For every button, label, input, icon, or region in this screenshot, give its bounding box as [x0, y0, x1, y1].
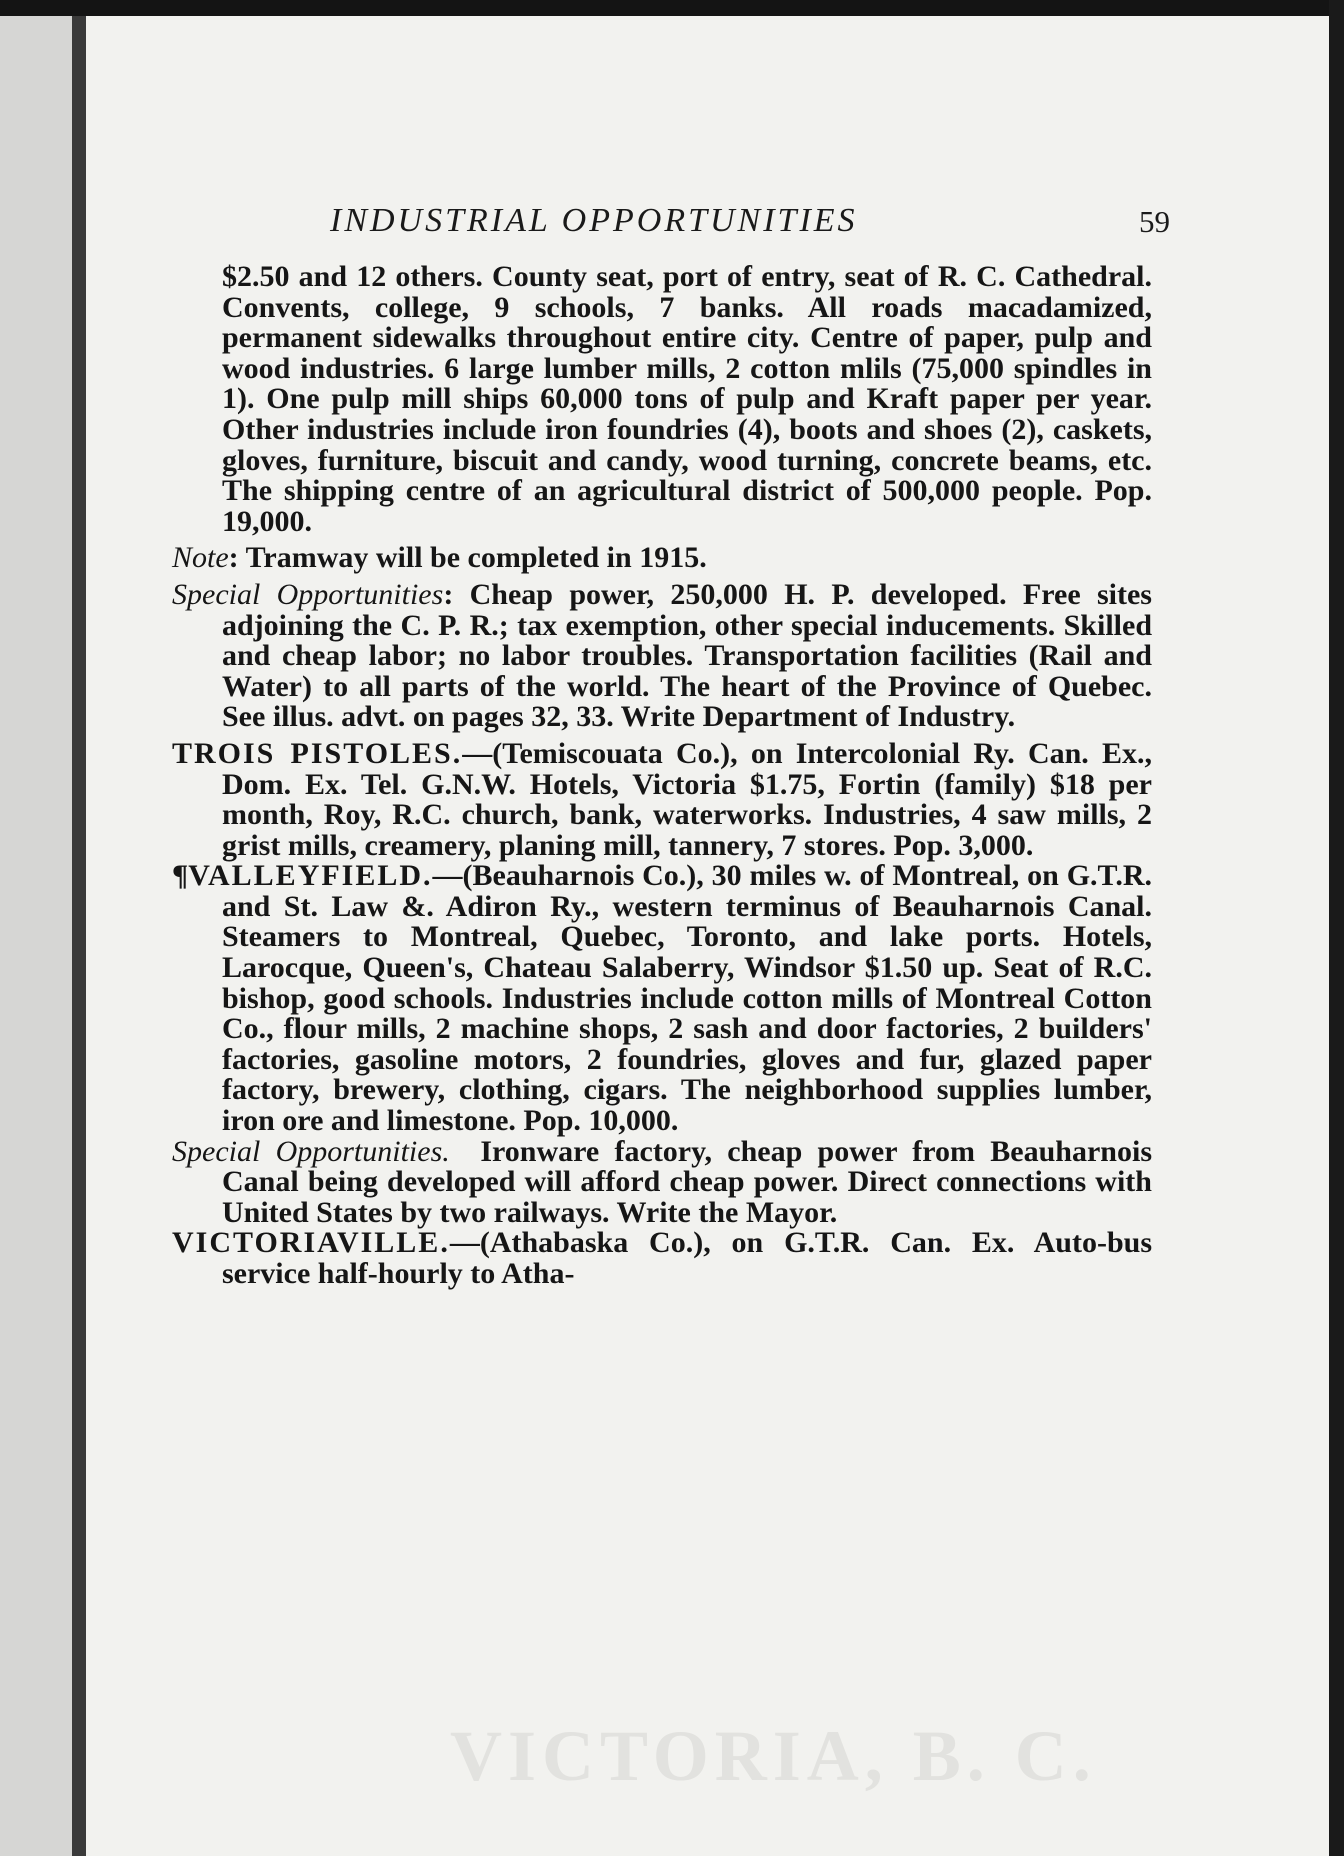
- entry-victoriaville: [172, 1228, 1152, 1289]
- page-number: 59: [1139, 204, 1170, 239]
- entry-trois-pistoles: [172, 736, 1152, 862]
- note-paragraph: [172, 543, 1152, 574]
- entry-text-trois-pistoles: —(Temiscouata Co.), on Intercolonial Ry. Can. Ex., Dom. Ex. Tel. G.N.W. Hotels, Victoria $1.75, Fortin (family) $18 per month, Roy, R.C. church, bank, waterworks. Industries, 4 saw mills, 2 grist mills, creamery, planing mill, tannery, 7 stores. Pop. 3,000.: [222, 736, 1152, 862]
- scan-right-border: [1329, 0, 1344, 1856]
- continued-entry: $2.50 and 12 others. County seat, port of entry, seat of R. C. Cathedral. Convents, college, 9 schools, 7 banks. All roads macadamized, permanent sidewalks throughout entire city. Centre of paper, pulp and wood industries. 6 large lumber mills, 2 cotton mlils (75,000 spindles in 1). One pulp mill ships 60,000 tons of pulp and Kraft paper per year. Other industries include iron foundries (4), boots and shoes (2), caskets, gloves, furniture, biscuit and candy, wood turning, concrete beams, etc. The shipping centre of an agricultural district of 500,000 people. Pop. 19,000.: [222, 260, 1152, 538]
- page-header: [330, 202, 1170, 242]
- note-colon: :: [228, 541, 246, 575]
- special-opportunities-text: Cheap power, 250,000 H. P. developed. Free sites adjoining the C. P. R.; tax exemption, other special inducements. Skilled and cheap labor; no labor troubles. Transportation facilities (Rail and Water) to all parts of the world. The heart of the Province of Quebec. See illus. advt. on pages 32, 33. Write Department of Industry.: [222, 577, 1152, 734]
- special-opportunities-space-2: [450, 1135, 481, 1168]
- facing-page-edge: [0, 16, 76, 1856]
- page-body: [172, 262, 1152, 1290]
- note-label: Note: [172, 541, 229, 575]
- special-opportunities-label-2: Special Opportunities.: [172, 1134, 450, 1168]
- special-opportunities-paragraph: [172, 577, 1152, 734]
- pilcrow-mark: ¶: [172, 859, 189, 893]
- note-text: Tramway will be completed in 1915.: [245, 541, 707, 575]
- book-gutter: [72, 16, 86, 1856]
- special-opportunities-label: Special Opportunities: [172, 577, 444, 611]
- special-opportunities-paragraph-2: [172, 1134, 1152, 1229]
- entry-text-valleyfield: —(Beauharnois Co.), 30 miles w. of Montreal, on G.T.R. and St. Law &. Adiron Ry., western terminus of Beauharnois Canal. Steamers to Montreal, Quebec, Toronto, and lake ports. Hotels, Larocque, Queen's, Chateau Salaberry, Windsor $1.50 up. Seat of R.C. bishop, good schools. Industries include cotton mills of Montreal Cotton Co., flour mills, 2 machine shops, 2 sash and door factories, 2 builders' factories, gasoline motors, 2 foundries, gloves and fur, glazed paper factory, brewery, clothing, cigars. The neighborhood supplies lumber, iron ore and limestone. Pop. 10,000.: [222, 859, 1152, 1138]
- entry-name-victoriaville: VICTORIAVILLE.: [172, 1226, 450, 1260]
- running-title: INDUSTRIAL OPPORTUNITIES: [330, 202, 858, 239]
- entry-name-valleyfield: VALLEYFIELD.: [188, 859, 433, 893]
- entry-text-victoriaville: —(Athabaska Co.), on G.T.R. Can. Ex. Auto-bus service half-hourly to Atha-: [222, 1226, 1152, 1290]
- entry-name-trois-pistoles: TROIS PISTOLES.: [172, 736, 463, 770]
- special-opportunities-colon: :: [443, 577, 470, 611]
- bleed-through-text: VICTORIA, B. C.: [450, 1716, 1097, 1796]
- special-opportunities-text-2: Ironware factory, cheap power from Beauharnois Canal being developed will afford cheap power. Direct connections with United States by two railways. Write the Mayor.: [222, 1134, 1152, 1229]
- scan-top-border: [0, 0, 1344, 16]
- entry-valleyfield: [172, 861, 1152, 1136]
